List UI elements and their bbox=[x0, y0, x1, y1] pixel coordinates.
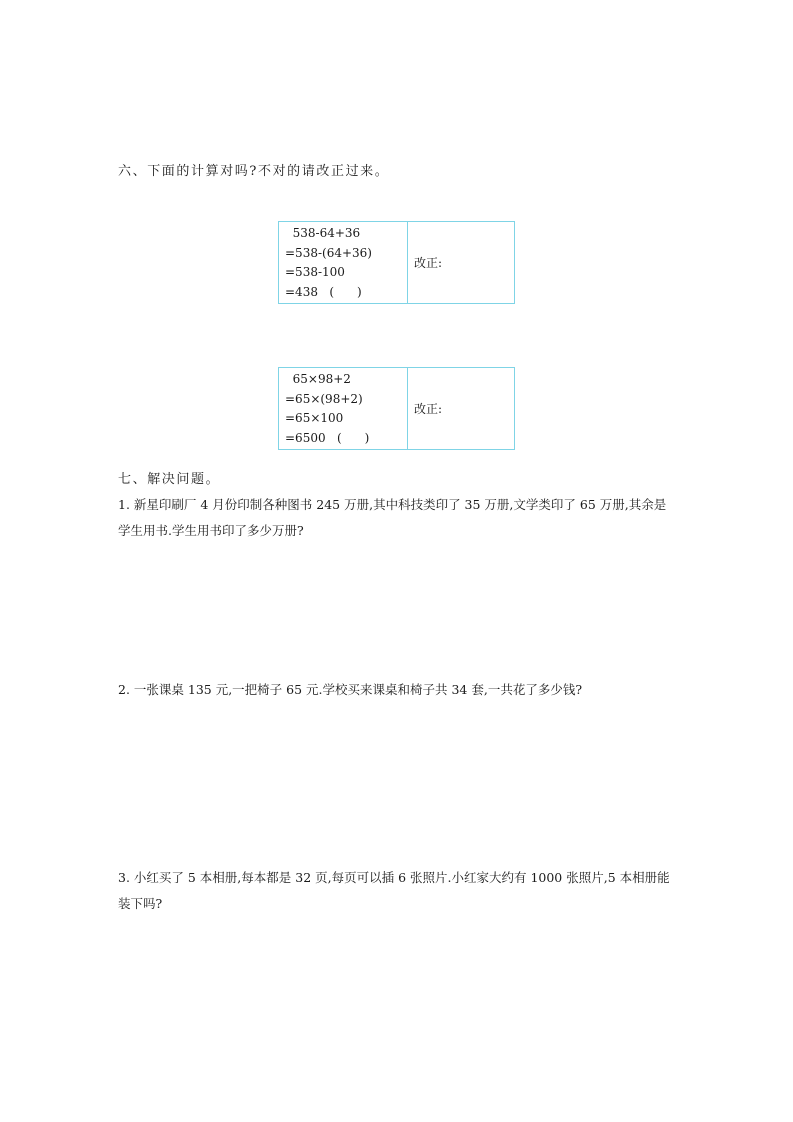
calc-line: =438 ( ) bbox=[285, 284, 362, 299]
section-6-title: 六、下面的计算对吗?不对的请改正过来。 bbox=[118, 164, 390, 179]
calculation-steps bbox=[279, 368, 408, 449]
calc-line: =6500 ( ) bbox=[285, 430, 370, 445]
question-1: 1. 新星印刷厂 4 月份印制各种图书 245 万册,其中科技类印了 35 万册,文学类印了 65 万册,其余是学生用书.学生用书印了多少万册? bbox=[118, 497, 667, 538]
question-3: 3. 小红买了 5 本相册,每本都是 32 页,每页可以插 6 张照片.小红家大约有 1000 张照片,5 本相册能装下吗? bbox=[118, 870, 670, 911]
correction-cell bbox=[408, 222, 514, 303]
calc-line: =538-(64+36) bbox=[285, 245, 372, 260]
correction-label: 改正: bbox=[414, 256, 443, 270]
calc-line: 538-64+36 bbox=[285, 226, 361, 240]
correction-label: 改正: bbox=[414, 402, 443, 416]
section-7-title: 七、解决问题。 bbox=[118, 472, 221, 487]
calculation-box-2 bbox=[278, 367, 515, 450]
calc-line: =65×(98+2) bbox=[285, 391, 363, 406]
calculation-steps bbox=[279, 222, 408, 303]
calc-line: 65×98+2 bbox=[285, 372, 351, 386]
question-2: 2. 一张课桌 135 元,一把椅子 65 元.学校买来课桌和椅子共 34 套,一共花了多少钱? bbox=[118, 682, 583, 697]
calc-line: =65×100 bbox=[285, 411, 344, 425]
calc-line: =538-100 bbox=[285, 265, 345, 279]
calculation-box-1 bbox=[278, 221, 515, 304]
correction-cell bbox=[408, 368, 514, 449]
